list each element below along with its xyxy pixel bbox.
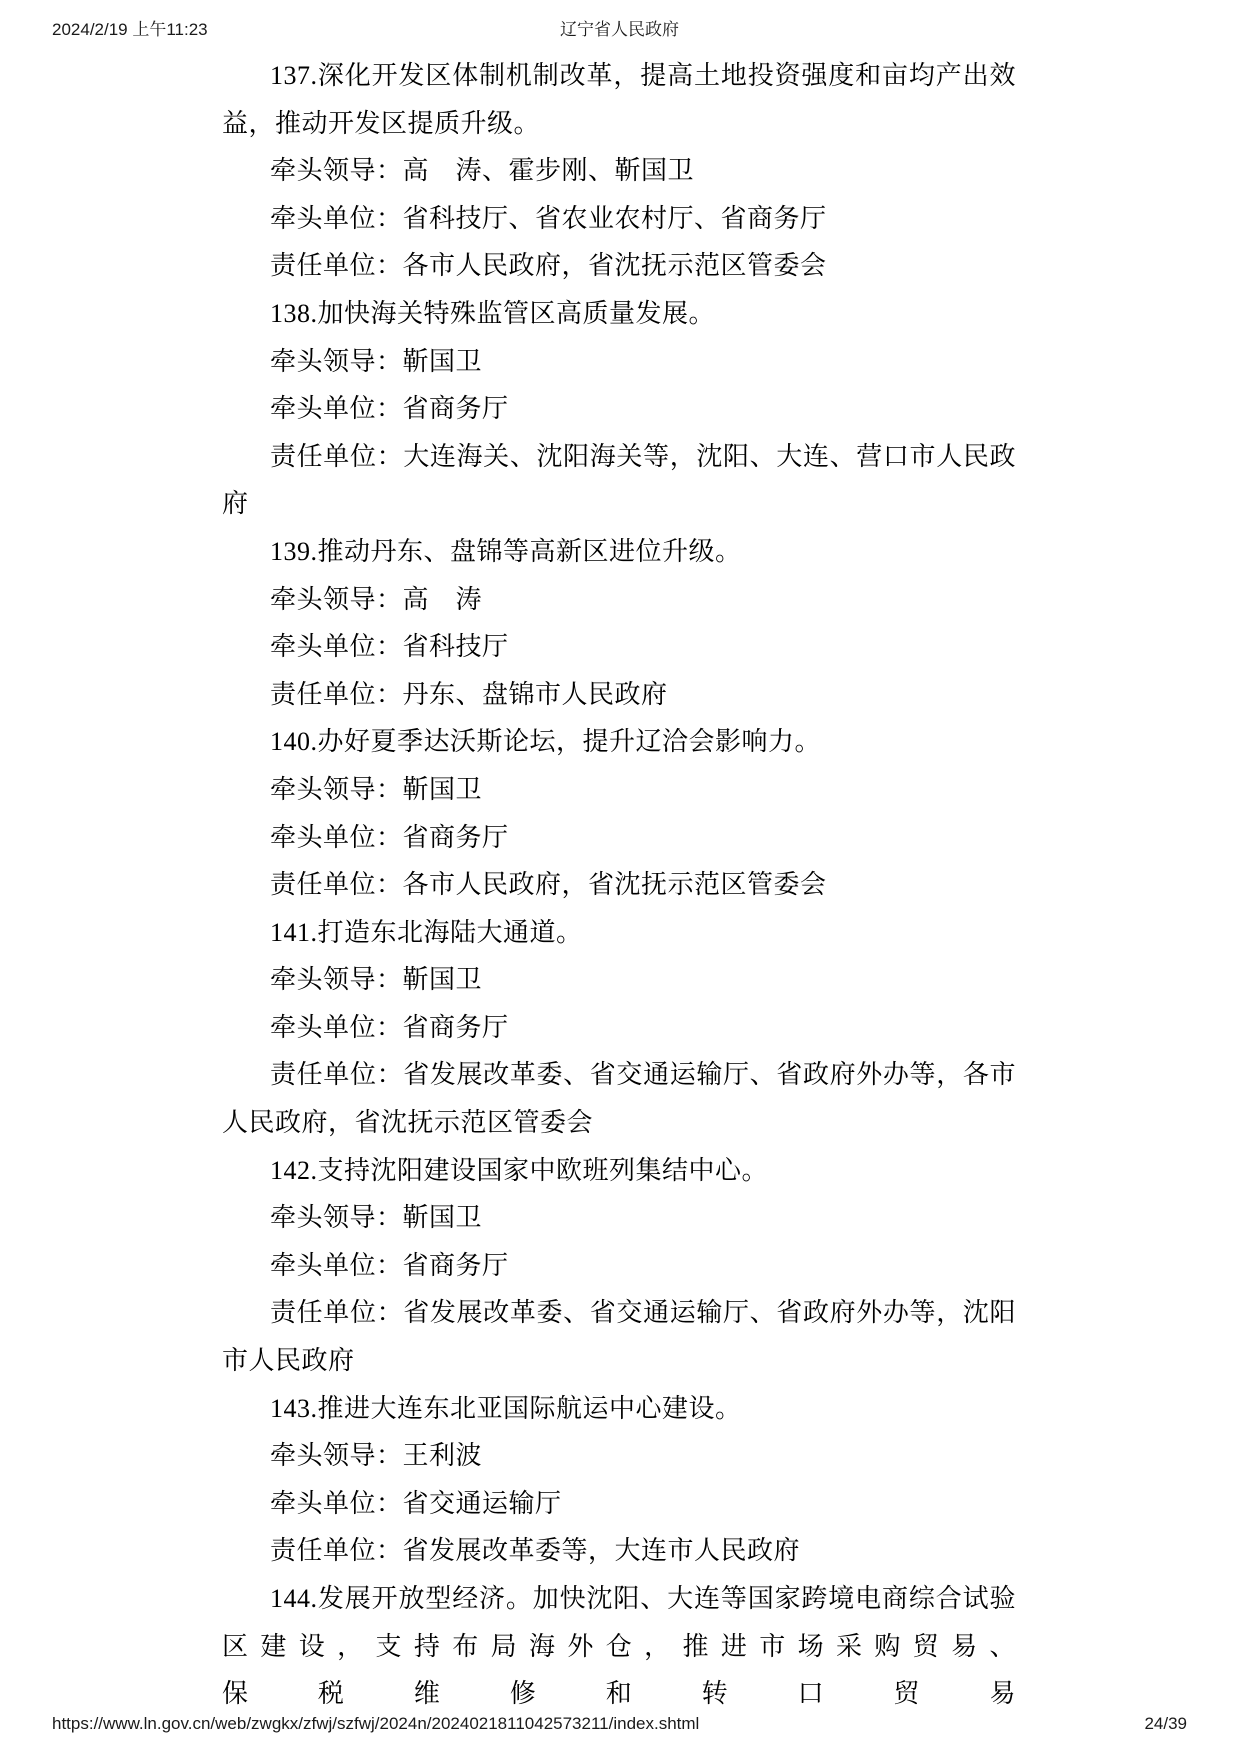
document-line: 责任单位：各市人民政府，省沈抚示范区管委会 xyxy=(270,251,827,281)
document-line: 责任单位：省发展改革委等，大连市人民政府 xyxy=(270,1536,801,1566)
print-footer-url: https://www.ln.gov.cn/web/zwgkx/zfwj/szfwj/2024n/2024021811042573211/index.shtml xyxy=(52,1714,700,1733)
document-line: 益，推动开发区提质升级。 xyxy=(222,108,541,138)
document-line: 牵头领导：靳国卫 xyxy=(270,774,483,804)
document-line: 牵头领导：靳国卫 xyxy=(270,1203,483,1233)
document-line: 市人民政府 xyxy=(222,1346,355,1376)
document-line: 142.支持沈阳建设国家中欧班列集结中心。 xyxy=(270,1155,769,1185)
document-line: 人民政府，省沈抚示范区管委会 xyxy=(222,1108,594,1138)
document-line: 责任单位：丹东、盘锦市人民政府 xyxy=(270,679,668,709)
document-line: 牵头单位：省商务厅 xyxy=(270,1012,509,1042)
document-line: 牵头单位：省商务厅 xyxy=(270,394,509,424)
document-line: 牵头领导：靳国卫 xyxy=(270,965,483,995)
document-line: 牵头单位：省商务厅 xyxy=(270,822,509,852)
document-line: 牵头单位：省科技厅 xyxy=(270,632,509,662)
document-line: 牵头领导：王利波 xyxy=(270,1441,483,1471)
document-line: 牵头领导：靳国卫 xyxy=(270,346,483,376)
document-line: 140.办好夏季达沃斯论坛，提升辽洽会影响力。 xyxy=(270,727,822,757)
print-footer-page-number: 24/39 xyxy=(1144,1714,1187,1733)
document-line: 牵头领导：高 涛、霍步刚、靳国卫 xyxy=(270,156,695,186)
document-line: 139.推动丹东、盘锦等高新区进位升级。 xyxy=(270,536,742,566)
document-line: 牵头单位：省科技厅、省农业农村厅、省商务厅 xyxy=(270,203,827,233)
document-line: 责任单位：省发展改革委、省交通运输厅、省政府外办等，各市 xyxy=(270,1060,1016,1090)
document-line: 责任单位：各市人民政府，省沈抚示范区管委会 xyxy=(270,870,827,900)
document-line: 137.深化开发区体制机制改革，提高土地投资强度和亩均产出效 xyxy=(270,61,1016,90)
print-footer xyxy=(52,1712,1187,1736)
document-line: 责任单位：大连海关、沈阳海关等，沈阳、大连、营口市人民政 xyxy=(270,441,1016,471)
document-line: 牵头领导：高 涛 xyxy=(270,584,483,614)
print-header xyxy=(52,18,1187,42)
document-line: 牵头单位：省交通运输厅 xyxy=(270,1488,562,1518)
print-header-title: 辽宁省人民政府 xyxy=(560,20,679,39)
document-line: 141.打造东北海陆大通道。 xyxy=(270,917,583,947)
document-line: 143.推进大连东北亚国际航运中心建设。 xyxy=(270,1393,742,1423)
document-line: 144.发展开放型经济。加快沈阳、大连等国家跨境电商综合试验 xyxy=(270,1584,1016,1613)
document-line: 牵头单位：省商务厅 xyxy=(270,1250,509,1280)
document-line: 138.加快海关特殊监管区高质量发展。 xyxy=(270,298,716,328)
document-line: 区建设，支持布局海外仓，推进市场采购贸易、保税维修和转口贸易 xyxy=(222,1631,1016,1709)
document-body xyxy=(222,52,1016,1709)
document-line: 府 xyxy=(222,489,249,519)
document-line: 责任单位：省发展改革委、省交通运输厅、省政府外办等，沈阳 xyxy=(270,1298,1016,1328)
print-header-datetime: 2024/2/19 上午11:23 xyxy=(52,20,208,39)
